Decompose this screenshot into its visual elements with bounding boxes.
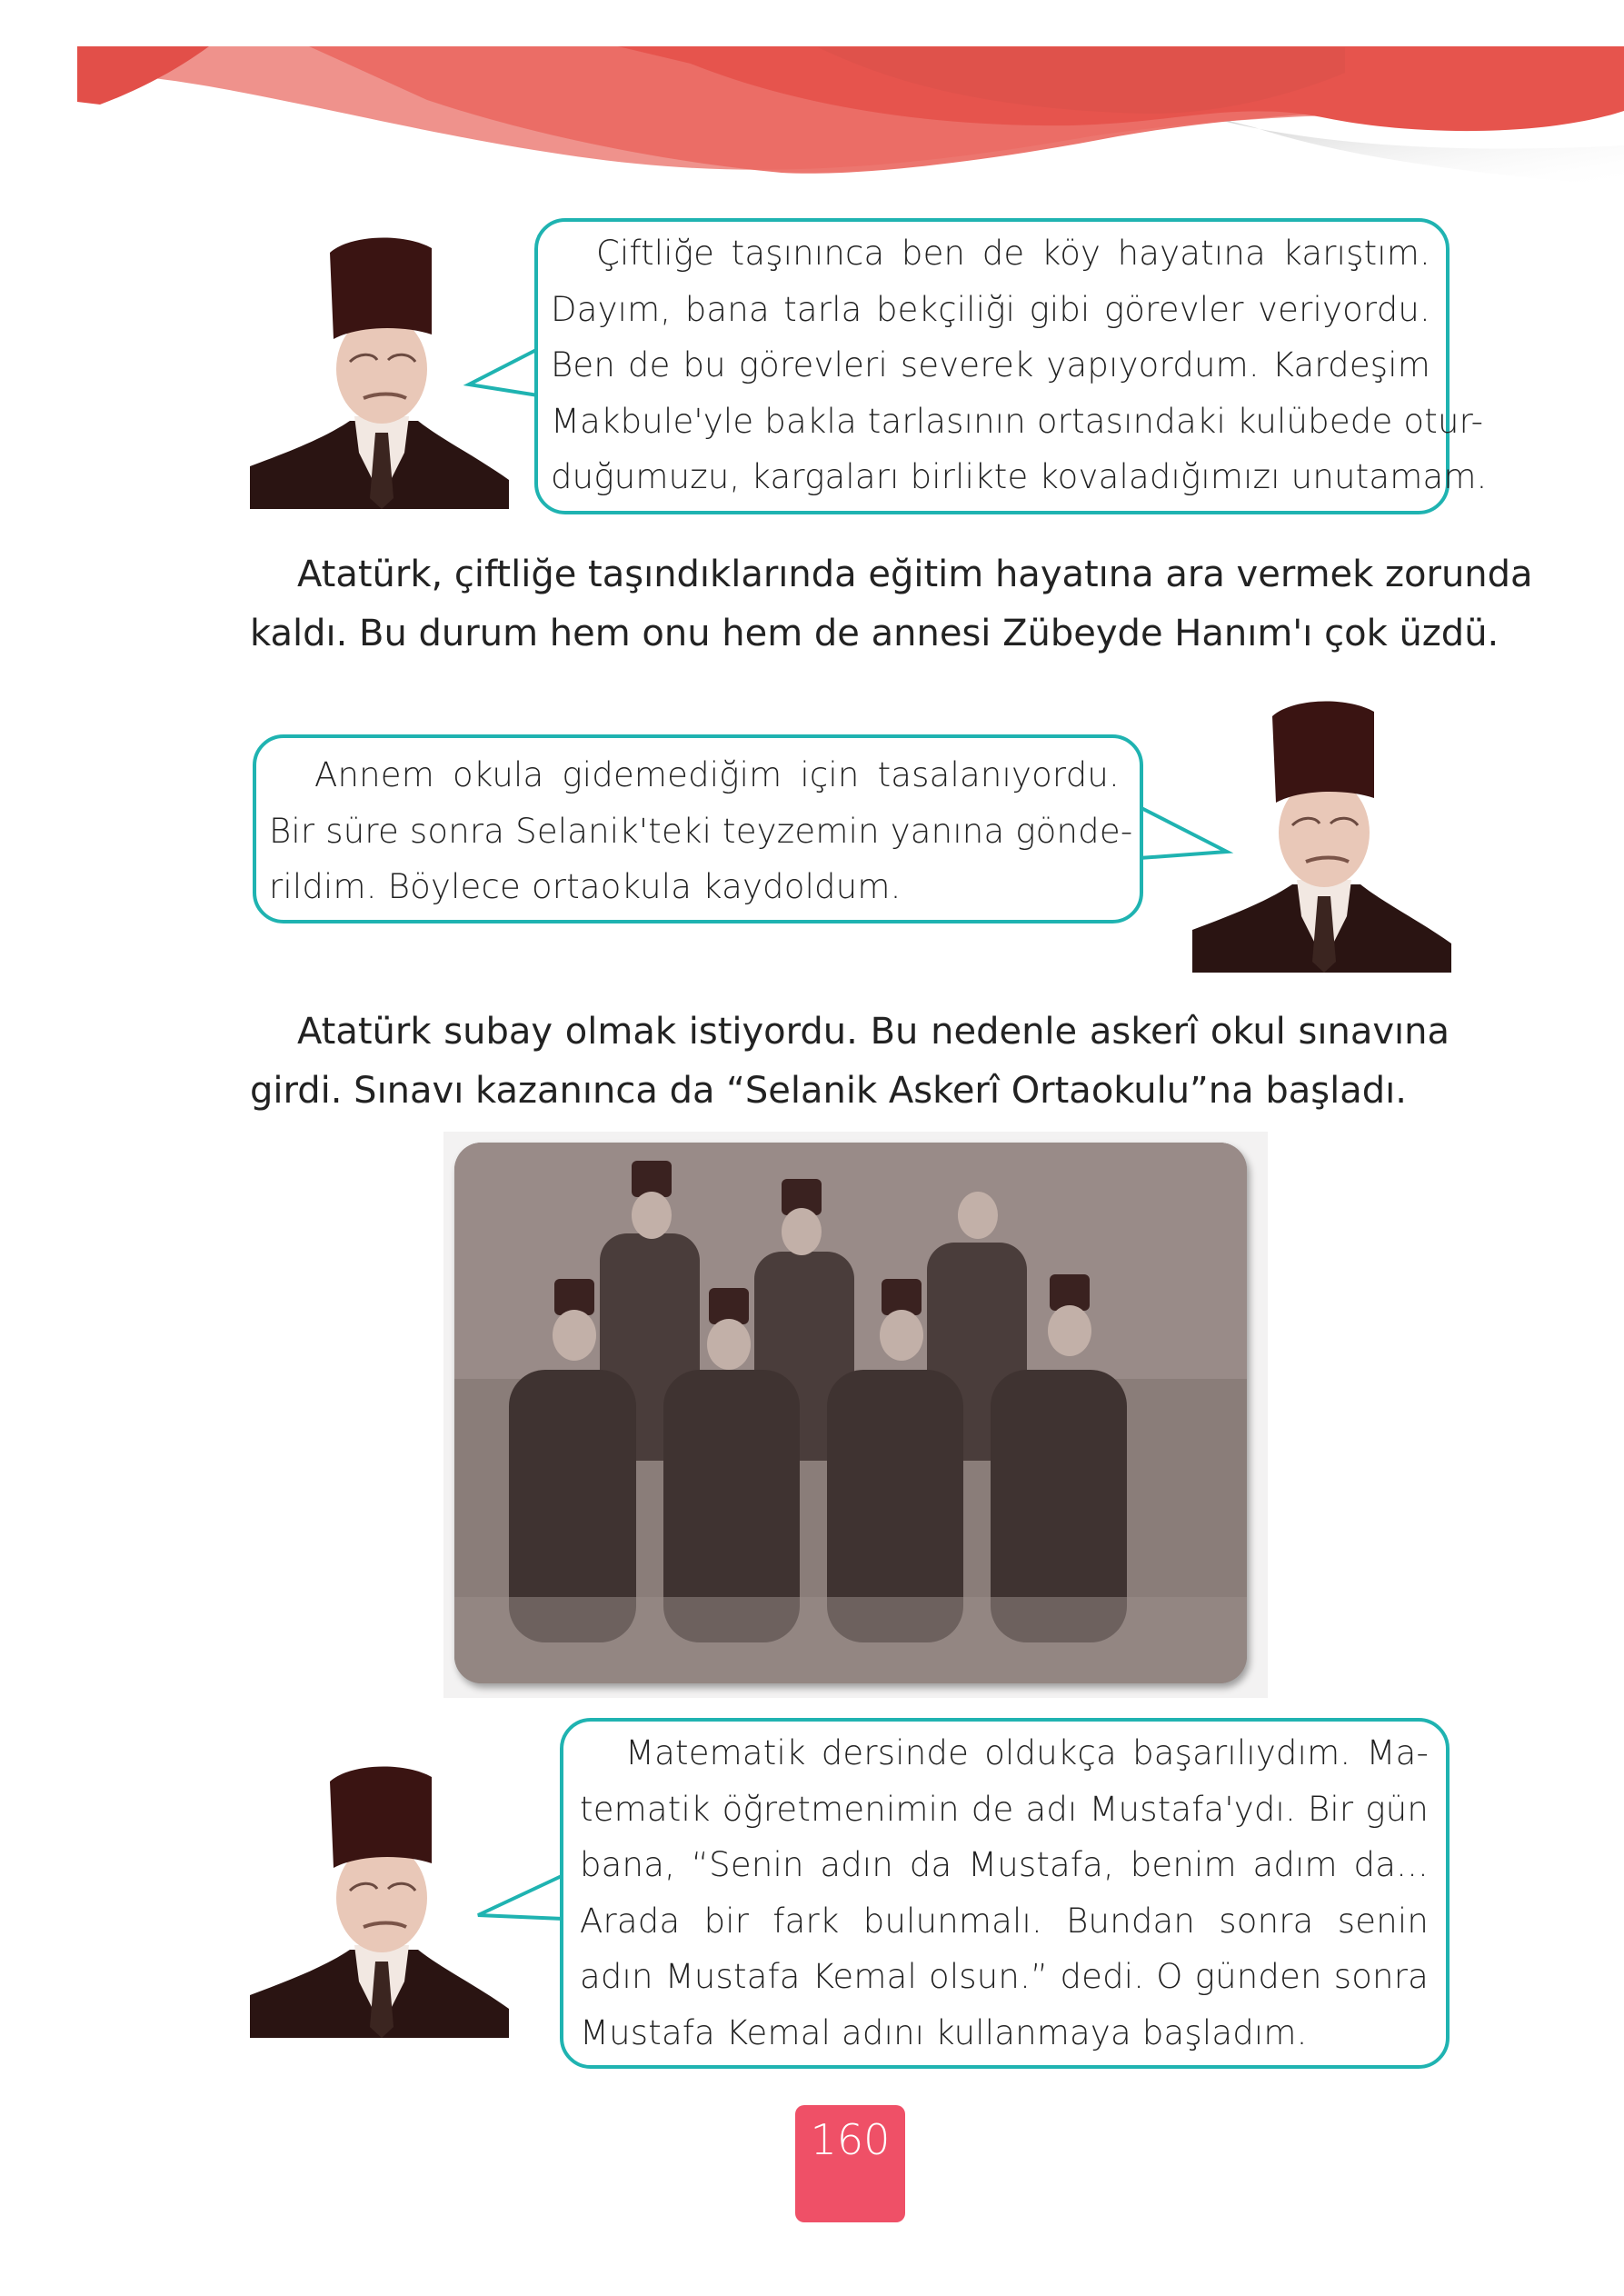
bubble-2-line: Bir süre sonra Selanik'teki teyzemin yanına gönde- [269,811,1133,851]
speech-bubble-3-text [580,1725,1429,2061]
paragraph-line: girdi. Sınavı kazanınca da “Selanik Askerî Ortaokulu”na başladı. [250,1070,1407,1112]
header-wave-decoration [0,0,1624,209]
speech-bubble-2-text [269,747,1133,915]
paragraph-1 [250,545,1533,664]
bubble-2-line: rildim. Böylece ortaokula kaydoldum. [269,867,902,906]
bubble-3-line: tematik öğretmenimin de adı Mustafa'ydı. Bir gün [580,1789,1429,1829]
speech-bubble-3-tail [473,1868,565,1941]
ataturk-portrait-2 [1192,689,1451,973]
group-photo-frame [443,1132,1268,1698]
bubble-2-line: Annem okula gidemediğim için tasalanıyordu. [314,755,1120,794]
portrait-illustration [1192,689,1451,973]
bubble-3-line: Matematik dersinde oldukça başarılıydım. Ma- [625,1733,1429,1772]
paragraph-line: Atatürk, çiftliğe taşındıklarında eğitim hayatına ara vermek zorunda [297,554,1533,595]
bubble-1-line: Dayım, bana tarla bekçiliği gibi görevler veriyordu. [551,289,1430,329]
bubble-1-line: duğumuzu, kargaları birlikte kovaladığımızı unutamam. [551,457,1488,496]
bubble-1-line: Çiftliğe taşınınca ben de köy hayatına karıştım. [596,234,1430,273]
speech-bubble-1-tail [463,345,540,423]
ataturk-portrait-3 [250,1754,509,2038]
bubble-3-line: bana, “Senin adın da Mustafa, benim adım da... [580,1845,1429,1884]
speech-bubble-1-text [551,225,1488,505]
bubble-1-line: Makbule'yle bakla tarlasının ortasındaki kulübede otur- [551,401,1484,441]
bubble-1-line: Ben de bu görevleri severek yapıyordum. Kardeşim [551,345,1430,384]
paragraph-2 [250,1003,1450,1121]
bubble-3-line: adın Mustafa Kemal olsun.” dedi. O günden sonra [580,1957,1429,1996]
bubble-3-line: Mustafa Kemal adını kullanmaya başladım. [580,2012,1308,2052]
paragraph-line: kaldı. Bu durum hem onu hem de annesi Zübeyde Hanım'ı çok üzdü. [250,613,1499,654]
group-photo-cadets [454,1143,1247,1683]
group-photo-illustration [454,1143,1247,1683]
portrait-illustration [250,1754,509,2038]
bubble-3-line: Arada bir fark bulunmalı. Bundan sonra senin [580,1901,1429,1941]
page-number: 160 [795,2105,905,2222]
paragraph-line: Atatürk subay olmak istiyordu. Bu nedenle askerî okul sınavına [297,1011,1450,1053]
